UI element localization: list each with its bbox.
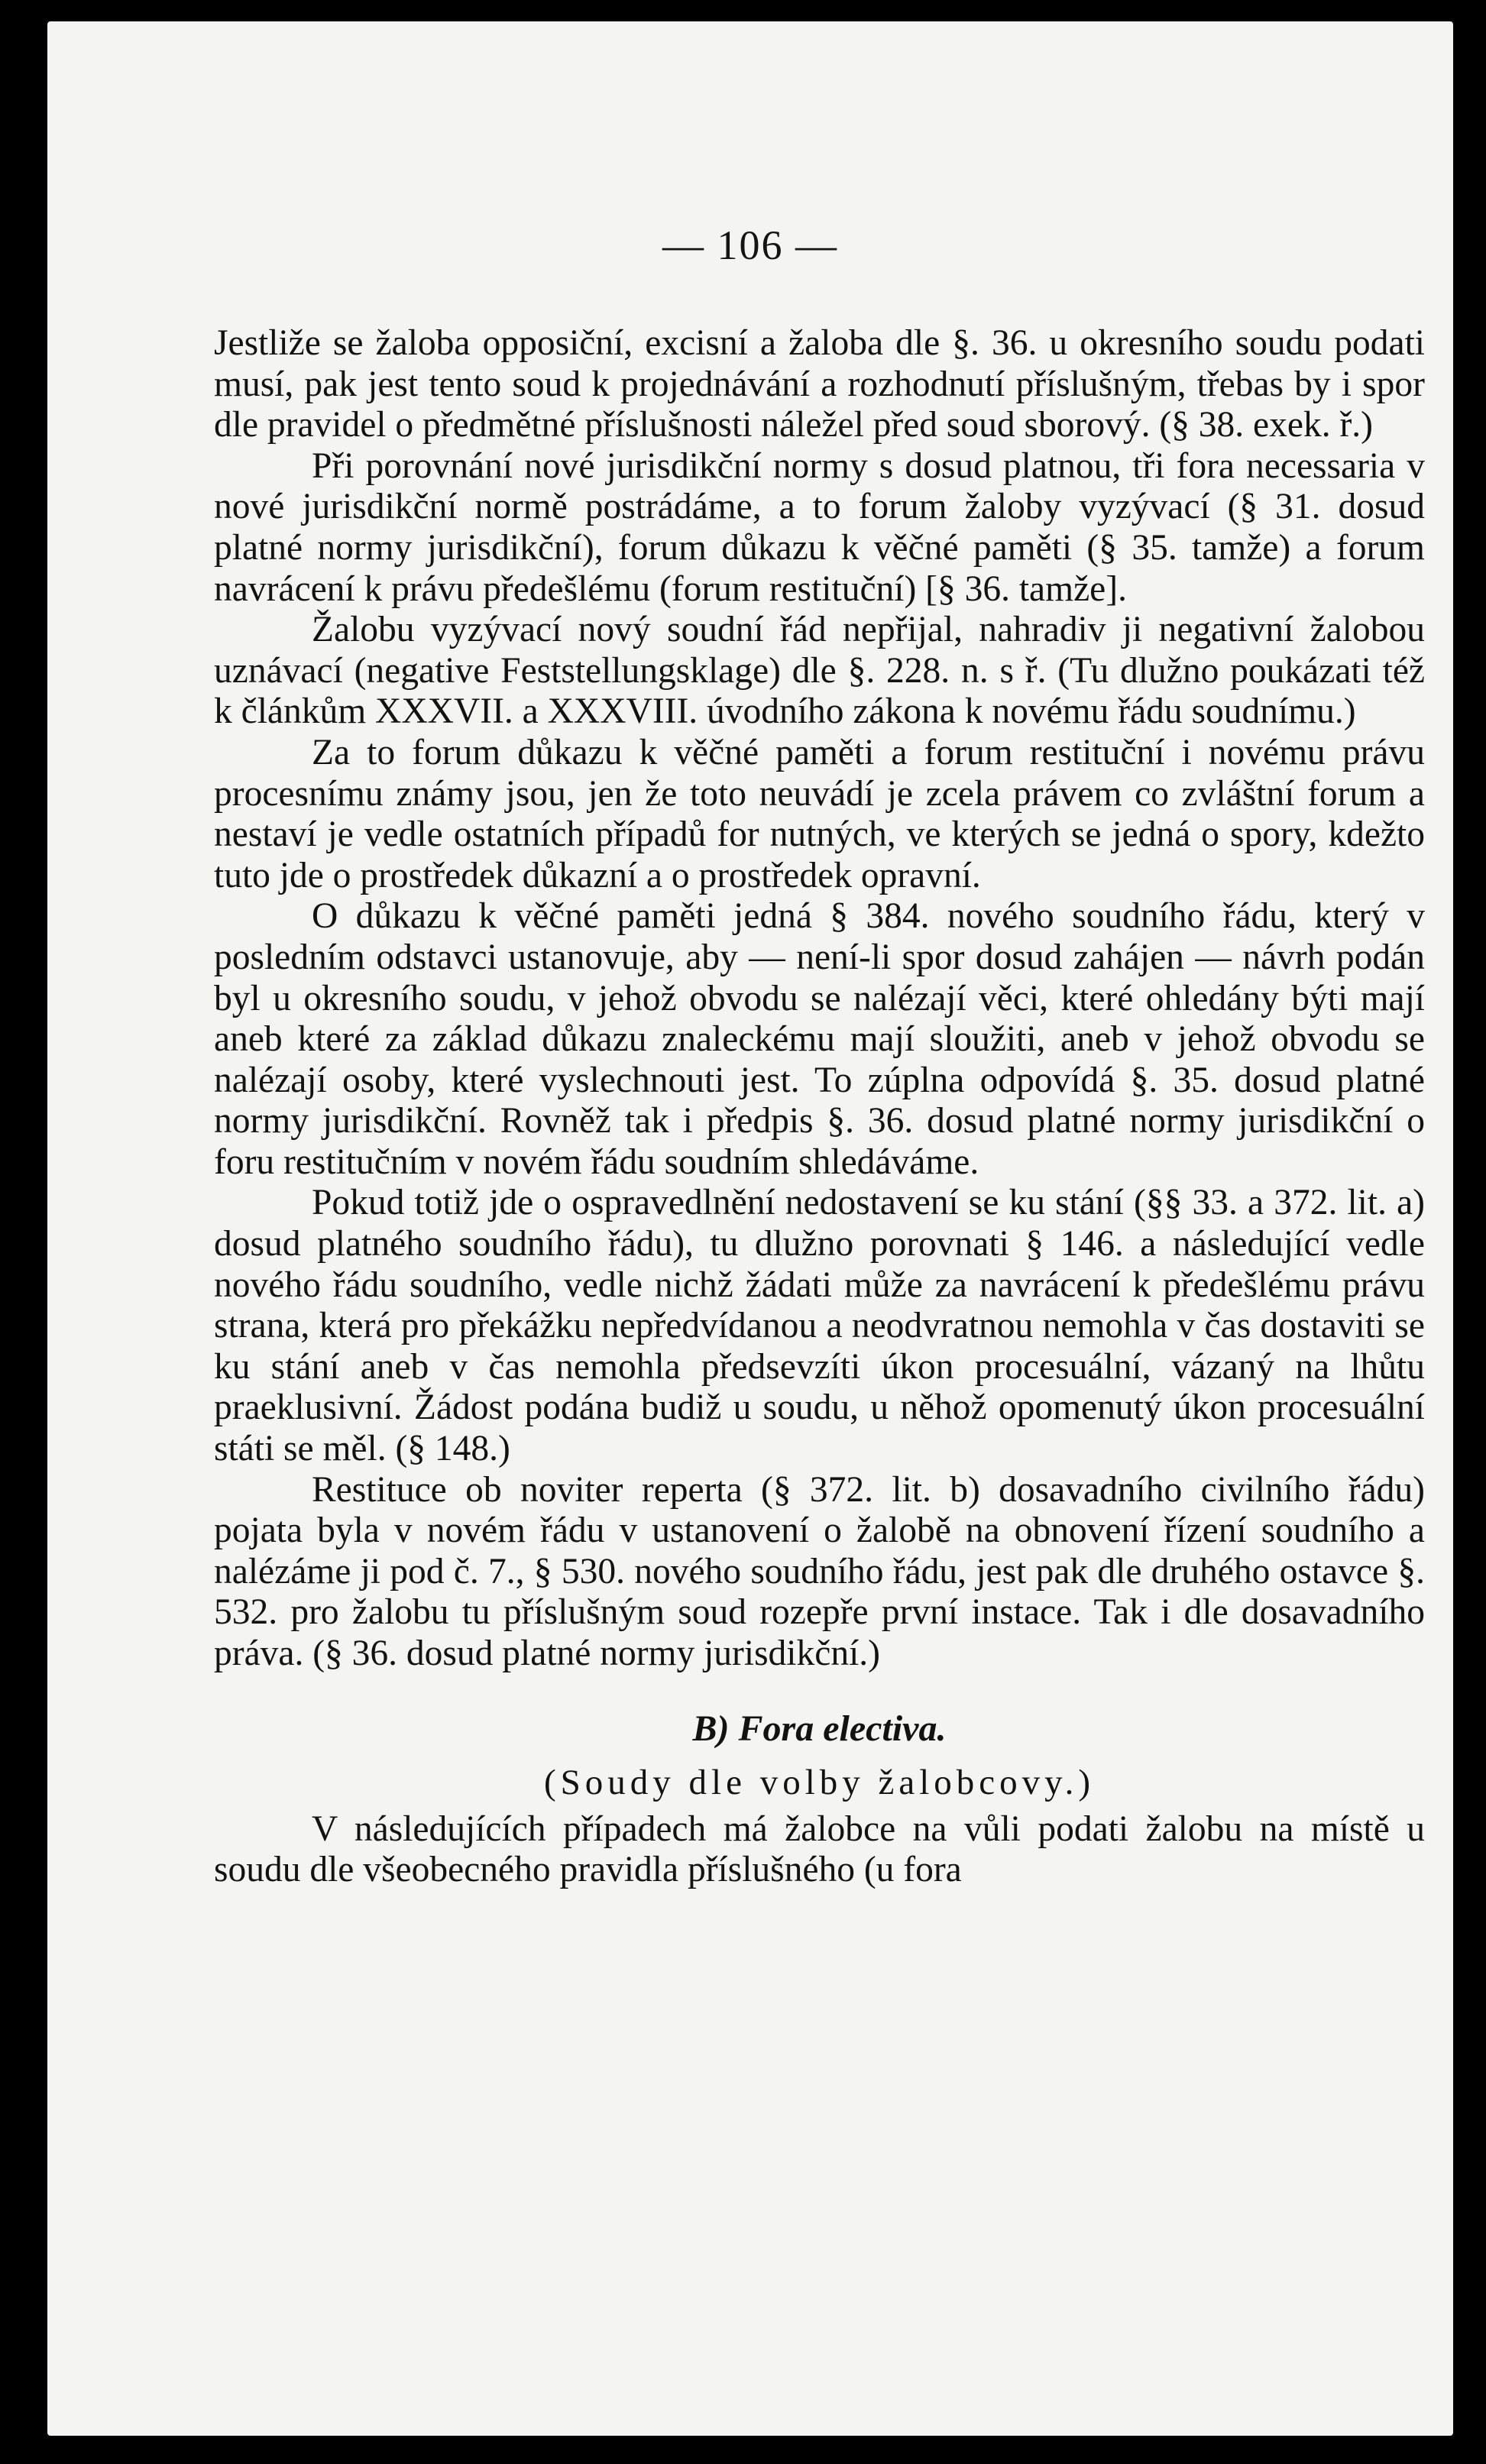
book-page	[47, 21, 1453, 2436]
paragraph-1: Jestliže se žaloba opposiční, excisní a žaloba dle §. 36. u okresního soudu podati musí, pak jest tento soud k projednávání a rozhodnutí příslušným, třebas by i spor dle pravidel o předmětné příslušnosti náležel před soud sborový. (§ 38. exek. ř.)	[214, 323, 1425, 445]
paragraph-final: V následujících případech má žalobce na vůli podati žalobu na místě u soudu dle všeobecného pravidla příslušného (u fora	[214, 1808, 1425, 1890]
page-number: — 106 —	[662, 222, 838, 268]
paragraph-4: Za to forum důkazu k věčné paměti a forum restituční i novému právu procesnímu známy jsou, jen že toto neuvádí je zcela právem co zvláštní forum a nestaví je vedle ostatních případů for nutných, ve kterých se jedná o spory, kdežto tuto jde o prostředek důkazní a o prostředek opravní.	[214, 732, 1425, 895]
paragraph-6: Pokud totiž jde o ospravedlnění nedostavení se ku stání (§§ 33. a 372. lit. a) dosud platného soudního řádu), tu dlužno porovnati § 146. a následující vedle nového řádu soudního, vedle nichž žádati může za navrácení k předešlému právu strana, která pro překážku nepředvídanou a neodvratnou nemohla v čas dostaviti se ku stání aneb v čas nemohla předsevzíti úkon procesuální, vázaný na lhůtu praeklusivní. Žádost podána budiž u soudu, u něhož opomenutý úkon procesuální státi se měl. (§ 148.)	[214, 1183, 1425, 1469]
paragraph-3: Žalobu vyzývací nový soudní řád nepřijal, nahradiv ji negativní žalobou uznávací (negative Feststellungsklage) dle §. 228. n. s ř. (Tu dlužno poukázati též k článkům XXXVII. a XXXVIII. úvodního zákona k novému řádu soudnímu.)	[214, 610, 1425, 732]
section-heading: B) Fora electiva.	[692, 1708, 947, 1749]
body-text	[214, 323, 1425, 1891]
paragraph-2: Při porovnání nové jurisdikční normy s dosud platnou, tři fora necessaria v nové jurisdikční normě postrádáme, a to forum žaloby vyzývací (§ 31. dosud platné normy jurisdikční), forum důkazu k věčné paměti (§ 35. tamže) a forum navrácení k právu předešlému (forum restituční) [§ 36. tamže].	[214, 445, 1425, 609]
section-subheading: (Soudy dle volby žalobcovy.)	[543, 1762, 1095, 1802]
paragraph-5: O důkazu k věčné paměti jedná § 384. nového soudního řádu, který v posledním odstavci ustanovuje, aby — není-li spor dosud zahájen — návrh podán byl u okresního soudu, v jehož obvodu se nalézají věci, které ohledány býti mají aneb které za základ důkazu znaleckému mají sloužiti, aneb v jehož obvodu se nalézají osoby, které vyslechnouti jest. To zúplna odpovídá §. 35. dosud platné normy jurisdikční. Rovněž tak i předpis §. 36. dosud platné normy jurisdikční o foru restitučním v novém řádu soudním shledáváme.	[214, 896, 1425, 1182]
paragraph-7: Restituce ob noviter reperta (§ 372. lit. b) dosavadního civilního řádu) pojata byla v novém řádu v ustanovení o žalobě na obnovení řízení soudního a nalézáme ji pod č. 7., § 530. nového soudního řádu, jest pak dle druhého ostavce §. 532. pro žalobu tu příslušným soud rozepře první instace. Tak i dle dosavadního práva. (§ 36. dosud platné normy jurisdikční.)	[214, 1469, 1425, 1673]
